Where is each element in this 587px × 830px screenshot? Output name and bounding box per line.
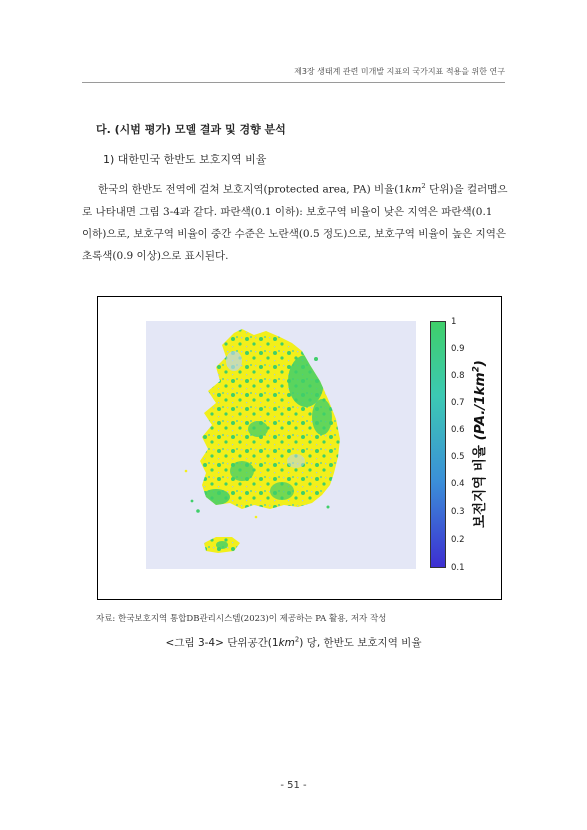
colorbar-tick: 0.8 — [451, 371, 465, 381]
island-marker — [255, 516, 258, 519]
section-title: 다. (시범 평가) 모델 결과 및 경향 분석 — [96, 123, 286, 136]
paragraph-line-1: 한국의 한반도 전역에 걸쳐 보호지역(protected area, PA) 비율($1km^2$ 단위)을 컬러맵으 — [98, 182, 508, 196]
island-marker — [196, 509, 200, 513]
island-marker — [314, 357, 318, 361]
colorbar-tick: 0.2 — [451, 535, 465, 545]
figure-caption: <그림 3-4> 단위공간$(1km^2)$ 당, 한반도 보호지역 비율 — [165, 635, 422, 649]
page-number: - 51 - — [280, 780, 307, 791]
colorbar-tick: 0.4 — [451, 479, 465, 489]
header-rule — [82, 82, 505, 83]
island-marker — [191, 500, 194, 503]
running-header: 제3장 생태계 관련 미개발 지표의 국가지표 적용을 위한 연구 — [294, 67, 505, 76]
island-marker — [185, 470, 188, 473]
korea-pa-map — [146, 321, 416, 569]
subsection-title: 1) 대한민국 한반도 보호지역 비율 — [103, 153, 267, 166]
colorbar-tick: 0.5 — [451, 452, 465, 462]
body-paragraph — [82, 175, 508, 267]
colorbar — [430, 321, 446, 568]
colorbar-tick: 0.1 — [451, 563, 465, 573]
figure-source: 자료: 한국보호지역 통합DB관리시스템(2023)이 제공하는 PA 활용, 저자 작성 — [96, 614, 387, 624]
colorbar-tick: 1 — [451, 317, 457, 327]
colorbar-label: 보전지역 비율 $(PA./1km^2)$ — [471, 360, 488, 528]
paragraph-line-4: 초록색(0.9 이상)으로 표시된다. — [82, 249, 229, 262]
island-marker — [327, 506, 330, 509]
colorbar-tick: 0.6 — [451, 425, 465, 435]
paragraph-line-3: 이하)으로, 보호구역 비율이 중간 수준은 노란색(0.5 정도)으로, 보호구역 비율이 높은 지역은 — [82, 227, 507, 240]
korea-map-graphic — [146, 321, 416, 569]
colorbar-tick: 0.3 — [451, 507, 465, 517]
colorbar-tick: 0.9 — [451, 344, 465, 354]
colorbar-tick: 0.7 — [451, 398, 465, 408]
paragraph-line-2: 로 나타내면 그림 3-4과 같다. 파란색(0.1 이하): 보호구역 비율이 낮은 지역은 파란색(0.1 — [82, 205, 493, 218]
